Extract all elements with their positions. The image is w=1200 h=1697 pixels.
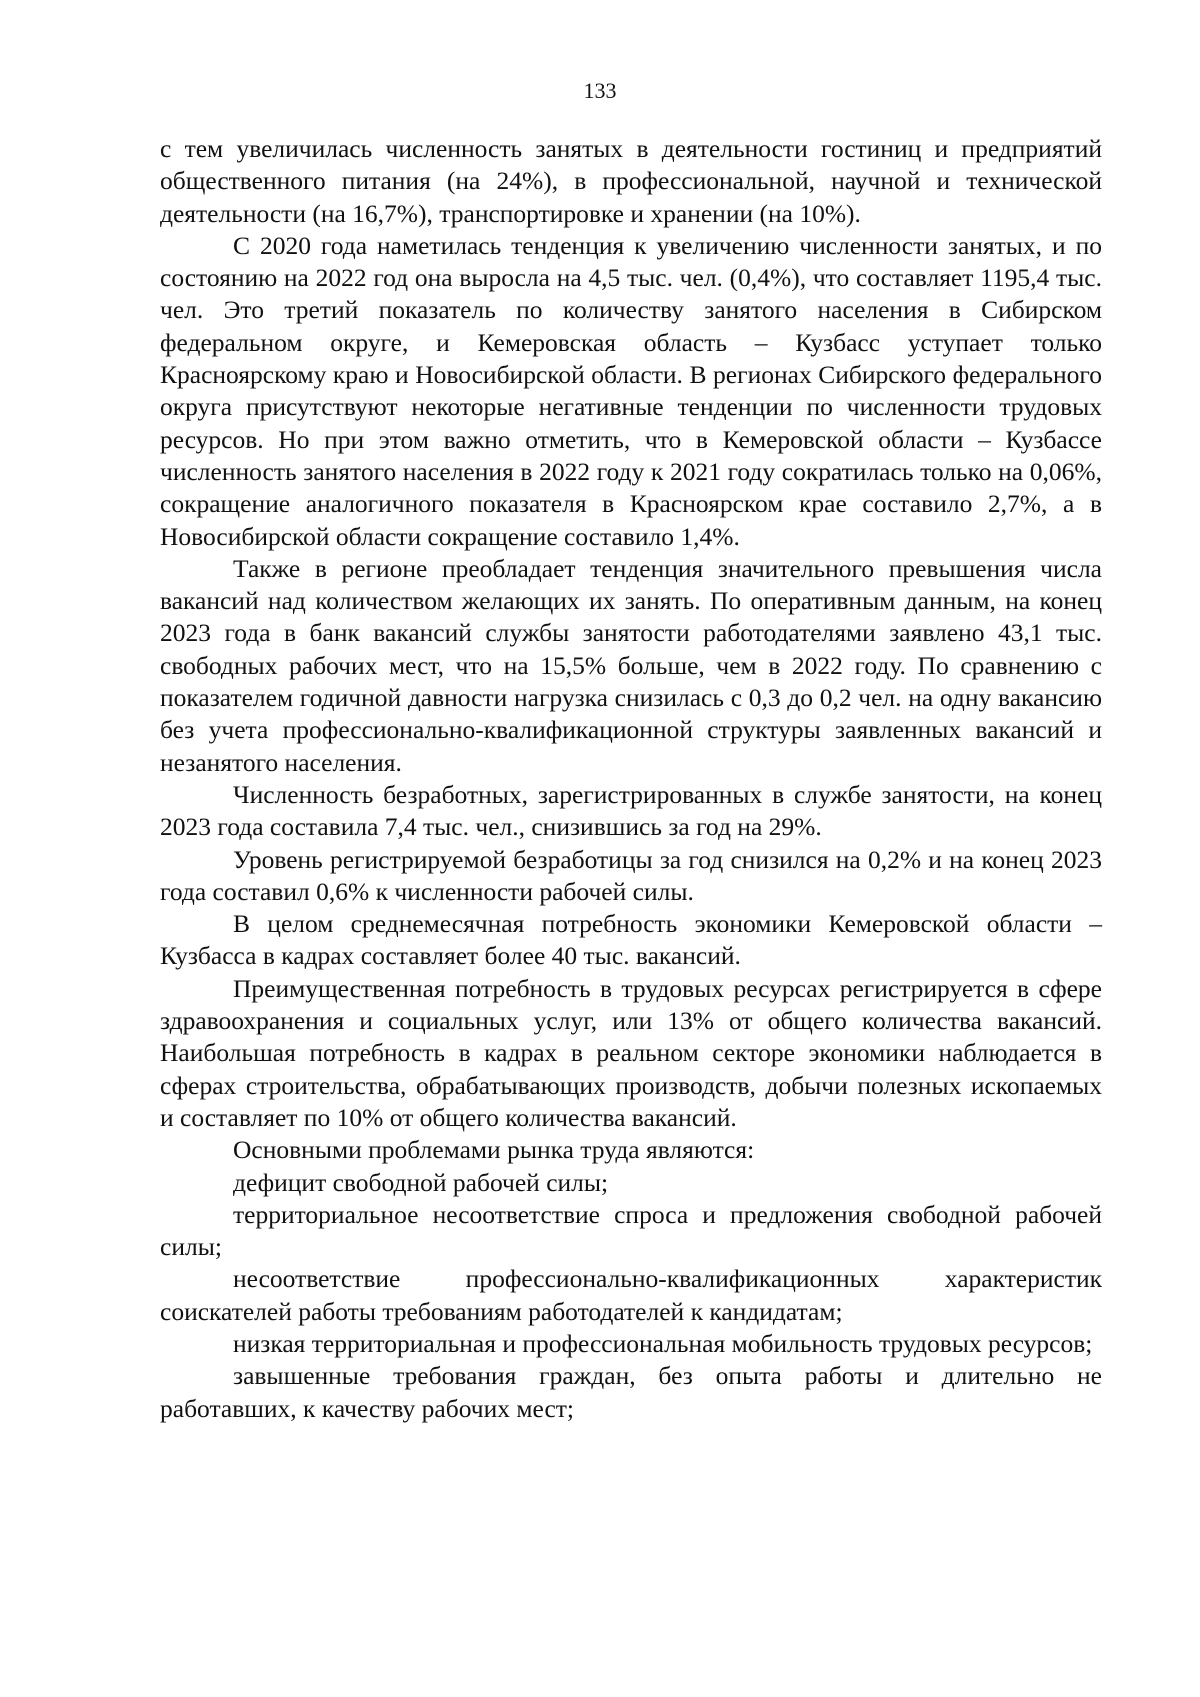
paragraph-unemployment-rate: Уровень регистрируемой безработицы за год снизился на 0,2% и на конец 2023 года составил 0,6% к численности рабочей силы. [160, 844, 1102, 906]
paragraph-problems-intro: Основными проблемами рынка труда являются: [233, 1135, 755, 1165]
body-text [160, 133, 1102, 1425]
paragraph-unemployed: Численность безработных, зарегистрированных в службе занятости, на конец 2023 года составила 7,4 тыс. чел., снизившись за год на 29%. [160, 779, 1102, 842]
list-item: низкая территориальная и профессиональная мобильность трудовых ресурсов; [233, 1328, 1093, 1358]
paragraph-sector-demand: Преимущественная потребность в трудовых ресурсах регистрируется в сфере здравоохранения и социальных услуг, или 13% от общего количества вакансий. Наибольшая потребность в кадрах в реальном секторе экономики наблюдается в сферах строительства, обрабатывающих производств, добычи полезных ископаемых и составляет по 10% от общего количества вакансий. [160, 973, 1102, 1132]
list-item: территориальное несоответствие спроса и предложения свободной рабочей силы; [160, 1199, 1102, 1262]
page-number: 133 [583, 78, 617, 103]
paragraph-vacancies: Также в регионе преобладает тенденция значительного превышения числа вакансий над количеством желающих их занять. По оперативным данным, на конец 2023 года в банк вакансий службы занятости работодателями заявлено 43,1 тыс. свободных рабочих мест, что на 15,5% больше, чем в 2022 году. По сравнению с показателем годичной давности нагрузка снизилась с 0,3 до 0,2 чел. на одну вакансию без учета профессионально-квалификационной структуры заявленных вакансий и незанятого населения. [160, 553, 1102, 777]
paragraph-continuation: с тем увеличилась численность занятых в деятельности гостиниц и предприятий общественного питания (на 24%), в профессиональной, научной и технической деятельности (на 16,7%), транспортировке и хранении (на 10%). [160, 134, 1102, 228]
list-item: несоответствие профессионально-квалификационных характеристик соискателей работы требованиям работодателей к кандидатам; [160, 1264, 1102, 1326]
list-item: дефицит свободной рабочей силы; [233, 1167, 609, 1197]
paragraph-employment-trend: С 2020 года наметилась тенденция к увеличению численности занятых, и по состоянию на 2022 год она выросла на 4,5 тыс. чел. (0,4%), что составляет 1195,4 тыс. чел. Это третий показатель по количеству занятого населения в Сибирском федеральном округе, и Кемеровская область – Кузбасс уступает только Красноярскому краю и Новосибирской области. В регионах Сибирского федерального округа присутствуют некоторые негативные тенденции по численности трудовых ресурсов. Но при этом важно отметить, что в Кемеровской области – Кузбассе численность занятого населения в 2022 году к 2021 году сократилась только на 0,06%, сокращение аналогичного показателя в Красноярском крае составило 2,7%, а в Новосибирской области сокращение составило 1,4%. [160, 230, 1102, 551]
paragraph-monthly-demand: В целом среднемесячная потребность экономики Кемеровской области – Кузбасса в кадрах составляет более 40 тыс. вакансий. [160, 909, 1102, 971]
list-item: завышенные требования граждан, без опыта работы и длительно не работавших, к качеству рабочих мест; [160, 1361, 1102, 1423]
